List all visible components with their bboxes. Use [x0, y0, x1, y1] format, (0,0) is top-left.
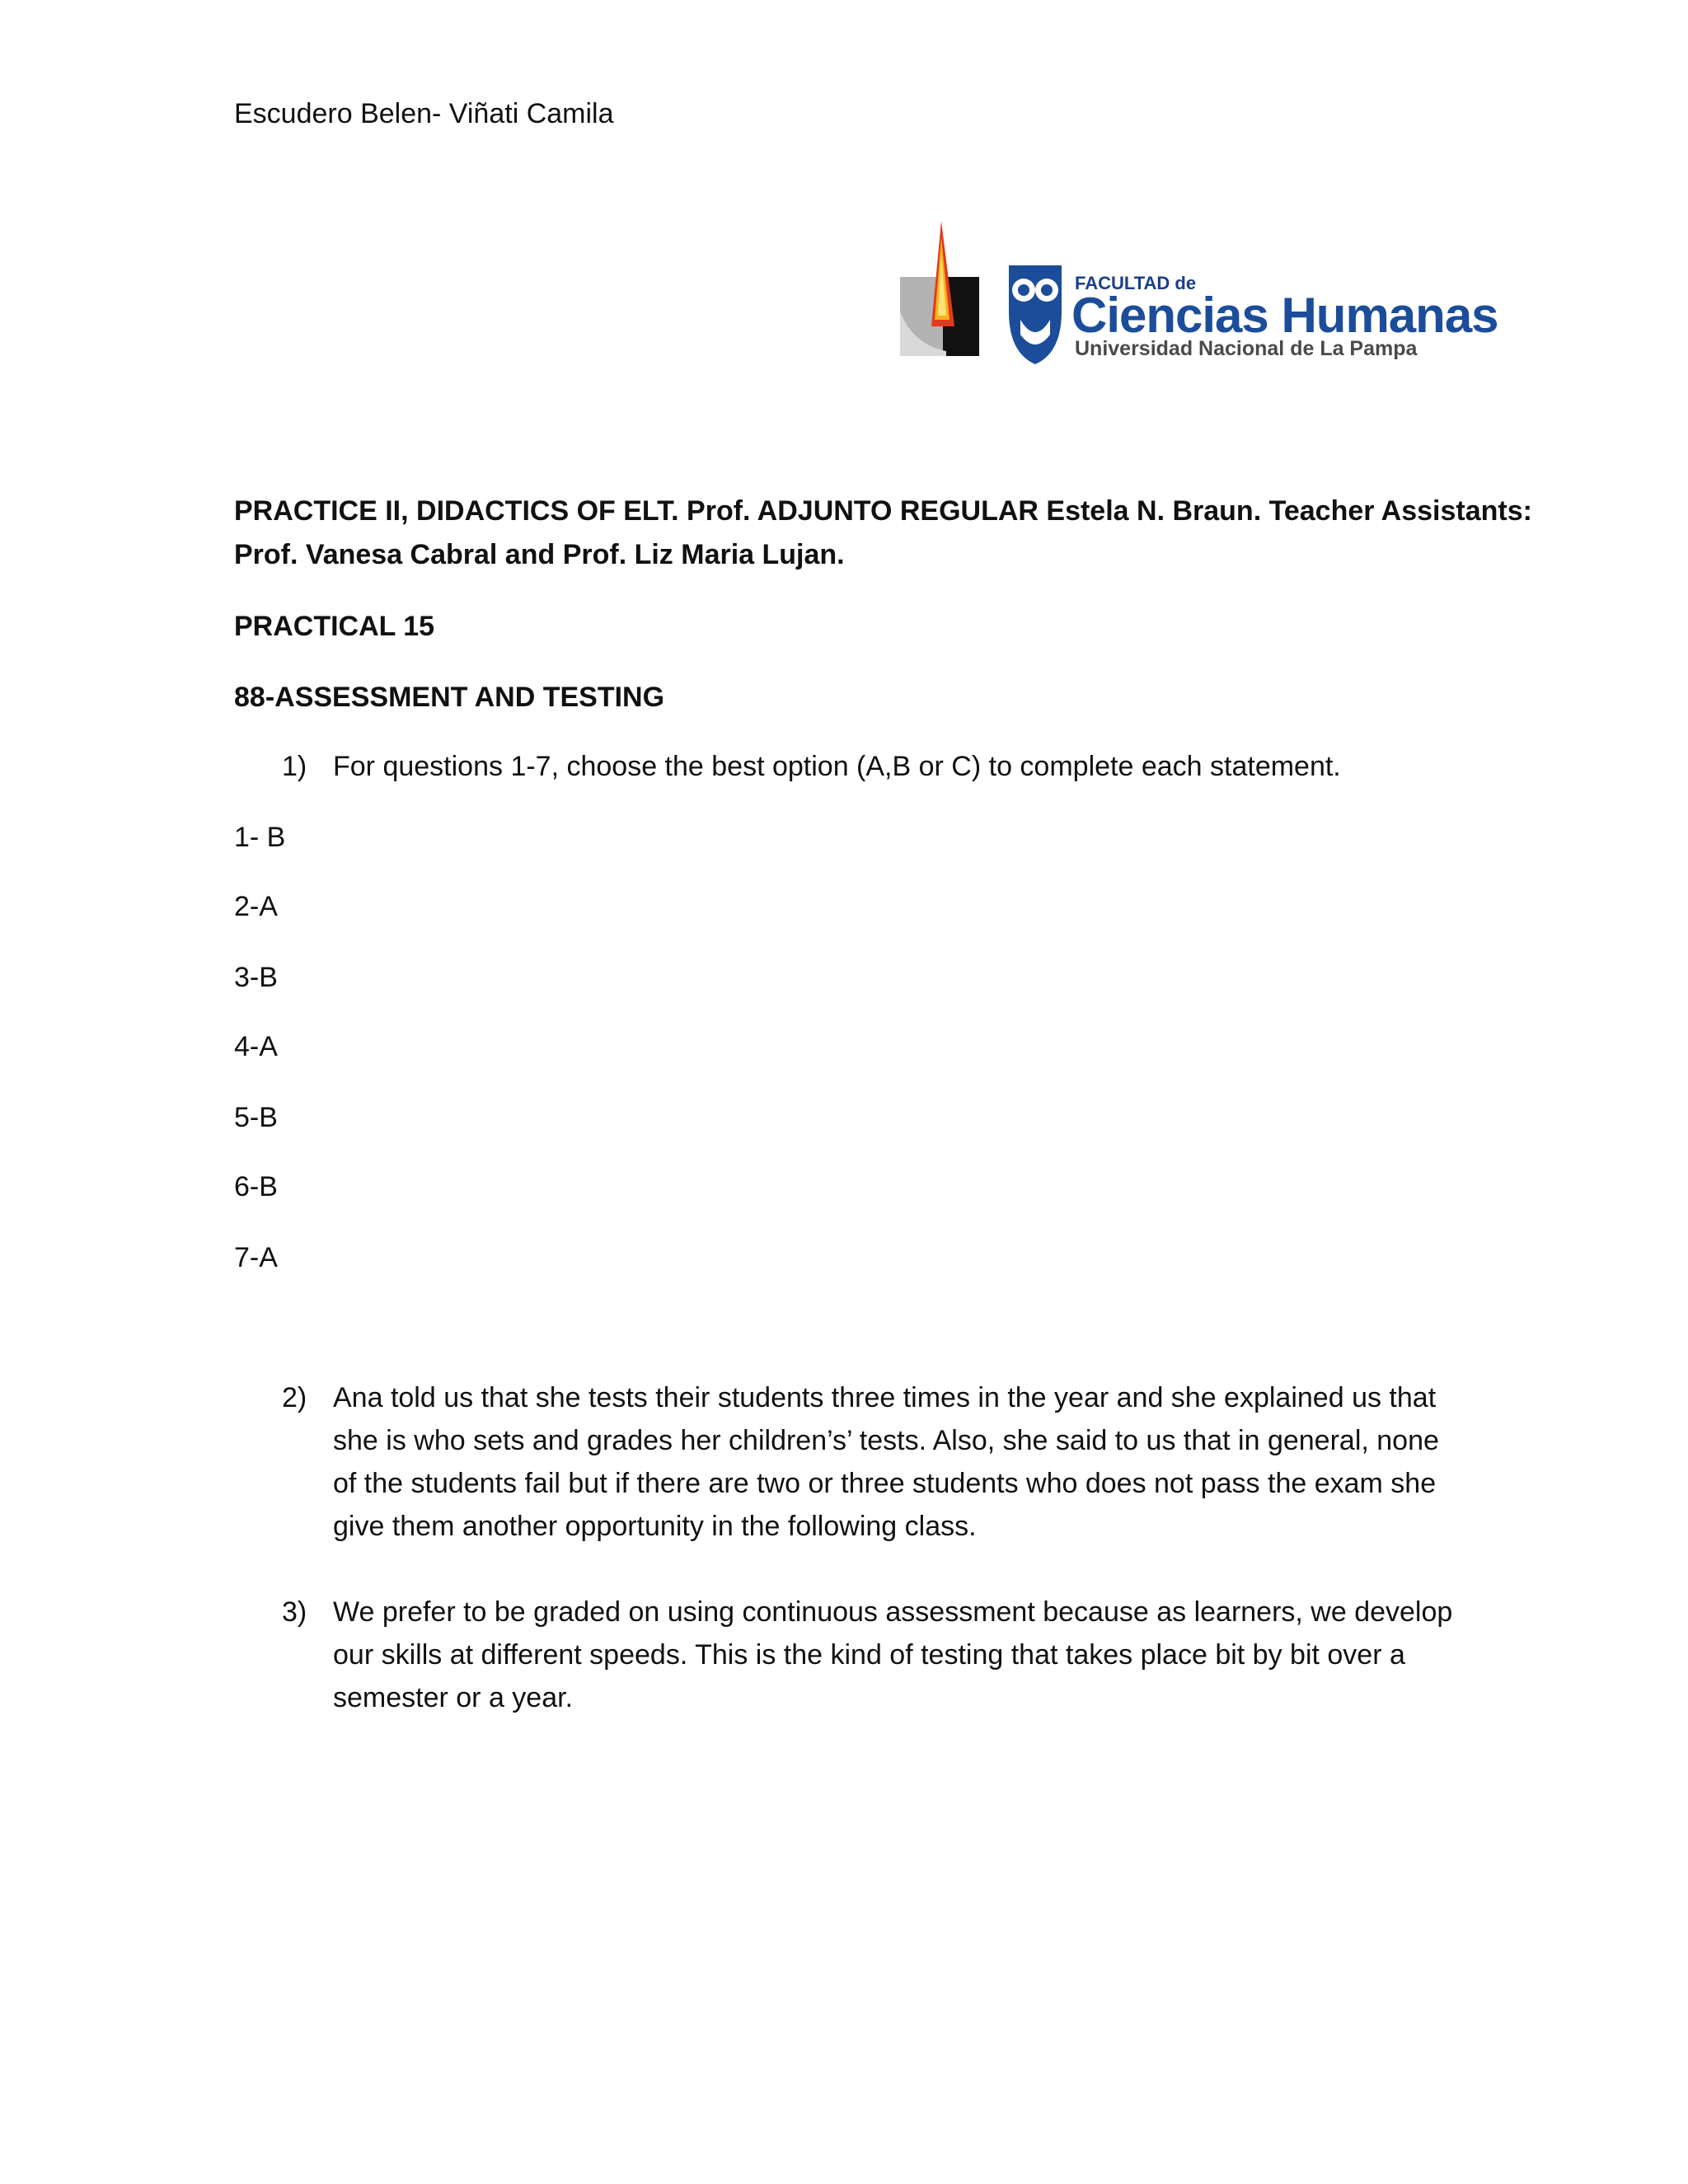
question-2-line: she is who sets and grades her children’s’ tests. Also, she said to us that in general, none — [333, 1425, 1439, 1456]
course-header — [234, 490, 1532, 577]
answer-item: 7-A — [234, 1242, 278, 1273]
section-title: 88-ASSESSMENT AND TESTING — [234, 682, 665, 713]
question-1 — [282, 745, 1341, 788]
answer-item: 4-A — [234, 1031, 278, 1062]
question-3-number: 3) — [282, 1596, 307, 1628]
practical-title: PRACTICAL 15 — [234, 611, 435, 642]
question-1-number: 1) — [282, 751, 307, 782]
faculty-logo — [897, 221, 1498, 369]
university-emblem-icon — [897, 221, 987, 369]
question-1-text: For questions 1-7, choose the best option (A,B or C) to complete each statement. — [333, 751, 1341, 782]
logo-university-name: Universidad Nacional de La Pampa — [1075, 337, 1418, 360]
question-3-line: semester or a year. — [333, 1682, 574, 1713]
question-3-line: We prefer to be graded on using continuous assessment because as learners, we develop — [333, 1596, 1453, 1628]
question-2-text — [333, 1376, 1439, 1548]
owl-icon — [1002, 262, 1068, 369]
question-2-line: Ana told us that she tests their students three times in the year and she explained us that — [333, 1382, 1437, 1413]
question-3 — [282, 1591, 1477, 1731]
logo-facultad-label: FACULTAD de — [1075, 273, 1197, 293]
answer-item: 1- B — [234, 822, 286, 853]
answer-item: 3-B — [234, 962, 278, 993]
logo-faculty-name: Ciencias Humanas — [1071, 288, 1498, 343]
question-3-line: our skills at different speeds. This is the kind of testing that takes place bit by bit over a — [333, 1639, 1405, 1671]
question-2-line: of the students fail but if there are two or three students who does not pass the exam she — [333, 1468, 1437, 1499]
author-names: Escudero Belen- Viñati Camila — [234, 98, 614, 129]
question-2-number: 2) — [282, 1382, 307, 1413]
answer-item: 6-B — [234, 1171, 278, 1202]
question-2 — [282, 1376, 1477, 1558]
course-header-line-1: PRACTICE II, DIDACTICS OF ELT. Prof. ADJUNTO REGULAR Estela N. Braun. Teacher Assistants: — [234, 495, 1532, 527]
answer-item: 5-B — [234, 1102, 278, 1133]
question-2-line: give them another opportunity in the following class. — [333, 1511, 977, 1542]
answer-item: 2-A — [234, 891, 278, 922]
question-3-text — [333, 1591, 1452, 1719]
course-header-line-2: Prof. Vanesa Cabral and Prof. Liz Maria Lujan. — [234, 539, 845, 570]
